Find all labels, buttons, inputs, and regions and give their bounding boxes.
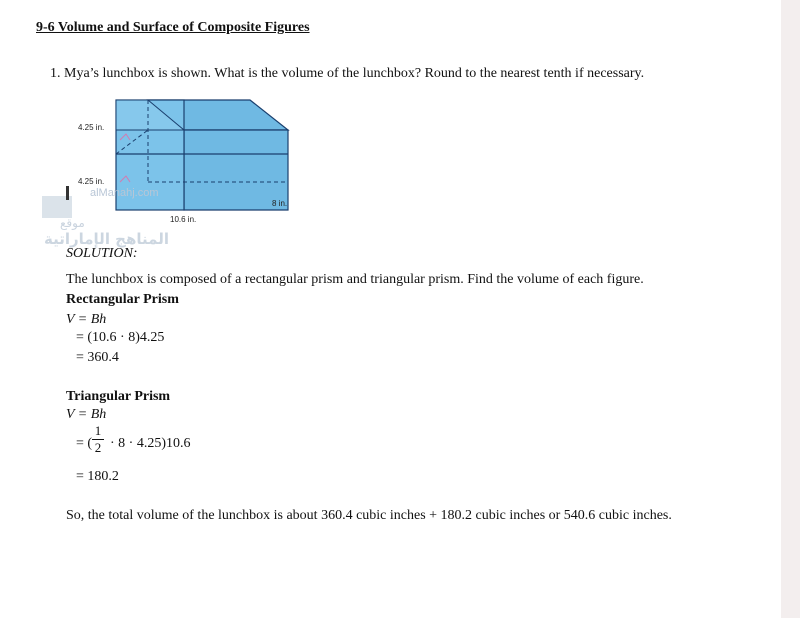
- tri-formula: V = Bh: [66, 407, 107, 422]
- page-title: 9-6 Volume and Surface of Composite Figures: [36, 20, 310, 35]
- conclusion-text: So, the total volume of the lunchbox is about 360.4 cubic inches + 180.2 cubic inches or 540.6 cubic inches.: [66, 508, 672, 523]
- tri-step-2: = 180.2: [76, 469, 119, 484]
- rect-step-2: = 360.4: [76, 350, 119, 365]
- label-length: 10.6 in.: [170, 215, 197, 224]
- solution-label: SOLUTION:: [66, 246, 138, 261]
- rect-step-1: = (10.6 · 8)4.25: [76, 330, 165, 345]
- solution-intro: The lunchbox is composed of a rectangular prism and triangular prism. Find the volume of each figure.: [66, 272, 644, 287]
- triangular-prism-front-face: [184, 130, 288, 210]
- rect-prism-heading: Rectangular Prism: [66, 292, 179, 307]
- label-height-mid: 4.25 in.: [78, 177, 105, 186]
- watermark-arabic-small: موقع: [60, 216, 85, 230]
- page-margin-strip: [781, 0, 800, 618]
- watermark-arabic-large: المناهج الإماراتية: [44, 230, 169, 248]
- tri-step-1-rest: · 8 · 4.25)10.6: [110, 436, 191, 451]
- watermark-text: alManahj.com: [90, 187, 159, 199]
- lunchbox-figure: [58, 96, 298, 236]
- rect-formula: V = Bh: [66, 312, 107, 327]
- fraction-denominator: 2: [94, 440, 102, 455]
- tri-fraction: [92, 424, 104, 455]
- label-height-top: 4.25 in.: [78, 123, 105, 132]
- question-text: 1. Mya’s lunchbox is shown. What is the volume of the lunchbox? Round to the nearest tenth if necessary.: [50, 66, 645, 81]
- fraction-numerator: 1: [94, 423, 102, 438]
- label-depth: 8 in.: [272, 199, 288, 208]
- watermark-logo-bar: [66, 186, 69, 200]
- tri-step-1-open: = (: [76, 436, 93, 451]
- tri-prism-heading: Triangular Prism: [66, 389, 171, 404]
